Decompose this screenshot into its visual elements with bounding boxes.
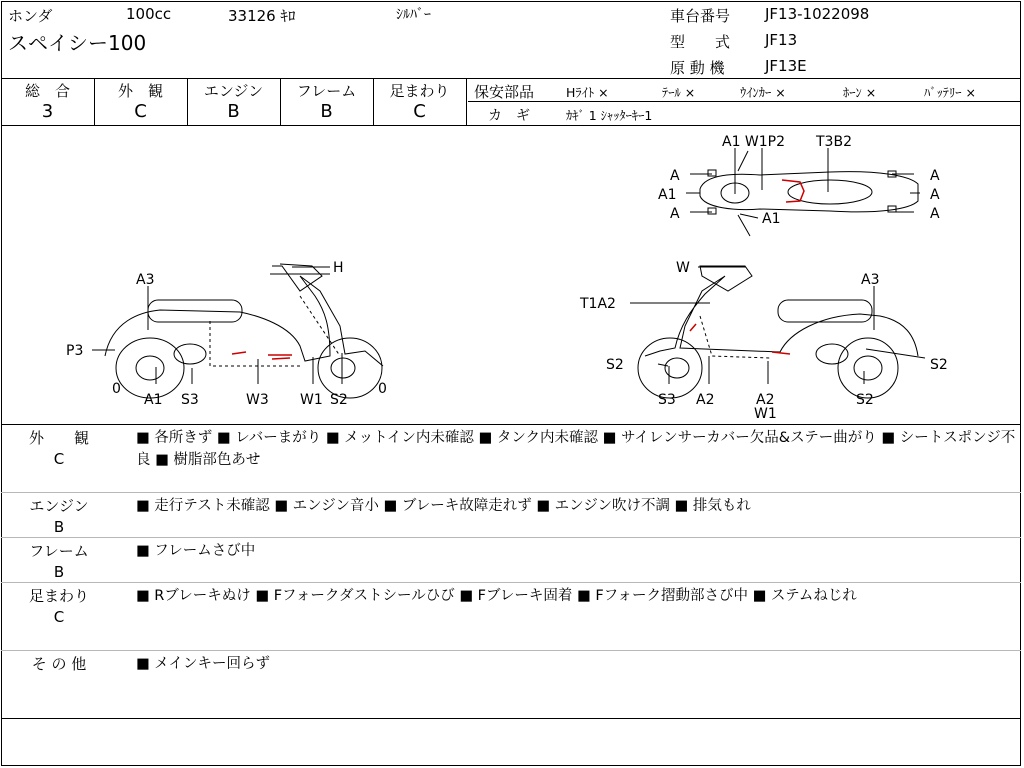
label-right-s2: S2 <box>606 357 624 373</box>
engine-value: JF13E <box>765 57 807 75</box>
type-label: 型 式 <box>670 33 731 51</box>
safety-label: 保安部品 <box>474 83 535 101</box>
detail-suspension-text: ■ Rブレーキぬけ ■ Fフォークダストシールひび ■ Fブレーキ固着 ■ Fフォーク摺動部さび中 ■ ステムねじれ <box>136 588 857 604</box>
safety-battery: ﾊﾞｯﾃﾘｰ × <box>924 85 976 100</box>
label-top-a1: A1 <box>762 211 781 227</box>
label-top-a: A <box>930 187 940 203</box>
divider <box>1 492 1021 493</box>
divider <box>466 78 467 125</box>
detail-other-label: そ の 他 <box>31 655 87 673</box>
detail-engine-label: エンジン <box>29 497 89 515</box>
grade-total-label: 総 合 <box>24 82 70 100</box>
safety-taillight: ﾃｰﾙ × <box>662 85 696 100</box>
type-value: JF13 <box>765 31 798 49</box>
detail-frame-text: ■ フレームさび中 <box>136 543 256 559</box>
label-top-a: A <box>930 206 940 222</box>
frame-no: JF13-1022098 <box>765 5 870 23</box>
label-right-w: W <box>676 260 690 276</box>
label-top-t3b2: T3B2 <box>816 134 852 150</box>
grade-frame-value: B <box>320 101 333 122</box>
label-left-w1: W1 <box>300 392 323 408</box>
label-right-s2: S2 <box>856 392 874 408</box>
detail-other-text: ■ メインキー回らず <box>136 656 271 672</box>
label-left-0: 0 <box>112 381 121 397</box>
divider <box>1 582 1021 583</box>
label-left-0: 0 <box>378 381 387 397</box>
key-value: ｶｷﾞ 1 ｼｬｯﾀｰｷｰ1 <box>566 108 653 123</box>
grade-suspension-label: 足まわり <box>389 82 450 100</box>
color: ｼﾙﾊﾞｰ <box>396 7 431 23</box>
safety-winker: ｳｲﾝｶｰ × <box>740 85 786 100</box>
model-name: スペイシー100 <box>8 31 147 55</box>
label-top-a: A <box>670 206 680 222</box>
grade-frame-label: フレーム <box>296 82 357 100</box>
detail-suspension-grade: C <box>53 608 65 626</box>
grade-exterior-label: 外 観 <box>117 82 163 100</box>
label-left-h: H <box>333 260 344 276</box>
label-top-a1w1p2: A1 W1P2 <box>722 134 786 150</box>
detail-engine-text: ■ 走行テスト未確認 ■ エンジン音小 ■ ブレーキ故障走れず ■ エンジン吹け不調 ■ 排気もれ <box>136 498 751 514</box>
top-view-scooter <box>700 151 918 236</box>
label-top-a: A <box>930 168 940 184</box>
grade-suspension-value: C <box>413 101 426 122</box>
label-right-w1: W1 <box>754 406 777 422</box>
divider <box>1 537 1021 538</box>
grade-engine-label: エンジン <box>203 82 264 100</box>
grade-total-value: 3 <box>41 101 54 122</box>
displacement: 100cc <box>126 5 172 23</box>
detail-frame-label: フレーム <box>29 542 89 560</box>
divider <box>1 718 1021 719</box>
divider <box>1 424 1021 425</box>
key-label: カ ギ <box>488 108 530 124</box>
divider <box>468 101 1021 102</box>
label-left-p3: P3 <box>66 343 84 359</box>
detail-exterior-grade: C <box>53 450 65 468</box>
label-top-a: A <box>670 168 680 184</box>
label-right-a3: A3 <box>861 272 880 288</box>
detail-exterior-label: 外 観 <box>28 429 89 447</box>
label-left-s3: S3 <box>181 392 199 408</box>
engine-label: 原 動 機 <box>670 59 725 77</box>
scooter-diagram <box>0 126 1022 424</box>
label-right-a2: A2 <box>756 392 775 408</box>
label-left-s2: S2 <box>330 392 348 408</box>
label-left-a3: A3 <box>136 272 155 288</box>
label-right-a2: A2 <box>696 392 715 408</box>
label-right-s2: S2 <box>930 357 948 373</box>
detail-suspension-label: 足まわり <box>28 587 89 605</box>
label-right-t1a2: T1A2 <box>580 296 616 312</box>
frame-no-label: 車台番号 <box>670 7 731 25</box>
detail-exterior-text: ■ 各所きず ■ レバーまがり ■ メットイン内未確認 ■ タンク内未確認 ■ サイレンサーカバー欠品&ステー曲がり ■ シートスポンジ不良 ■ 樹脂部色あせ <box>136 430 1016 468</box>
maker: ホンダ <box>8 7 53 25</box>
label-left-w3: W3 <box>246 392 269 408</box>
detail-engine-grade: B <box>53 518 65 536</box>
mileage: 33126 ｷﾛ <box>228 7 296 25</box>
grade-exterior-value: C <box>134 101 147 122</box>
grade-engine-value: B <box>227 101 240 122</box>
detail-frame-grade: B <box>53 563 65 581</box>
safety-headlight: Hﾗｲﾄ × <box>566 85 609 100</box>
label-right-s3: S3 <box>658 392 676 408</box>
label-top-a1: A1 <box>658 187 677 203</box>
label-left-a1: A1 <box>144 392 163 408</box>
safety-horn: ﾎｰﾝ × <box>843 85 877 100</box>
divider <box>1 78 1021 79</box>
divider <box>1 650 1021 651</box>
